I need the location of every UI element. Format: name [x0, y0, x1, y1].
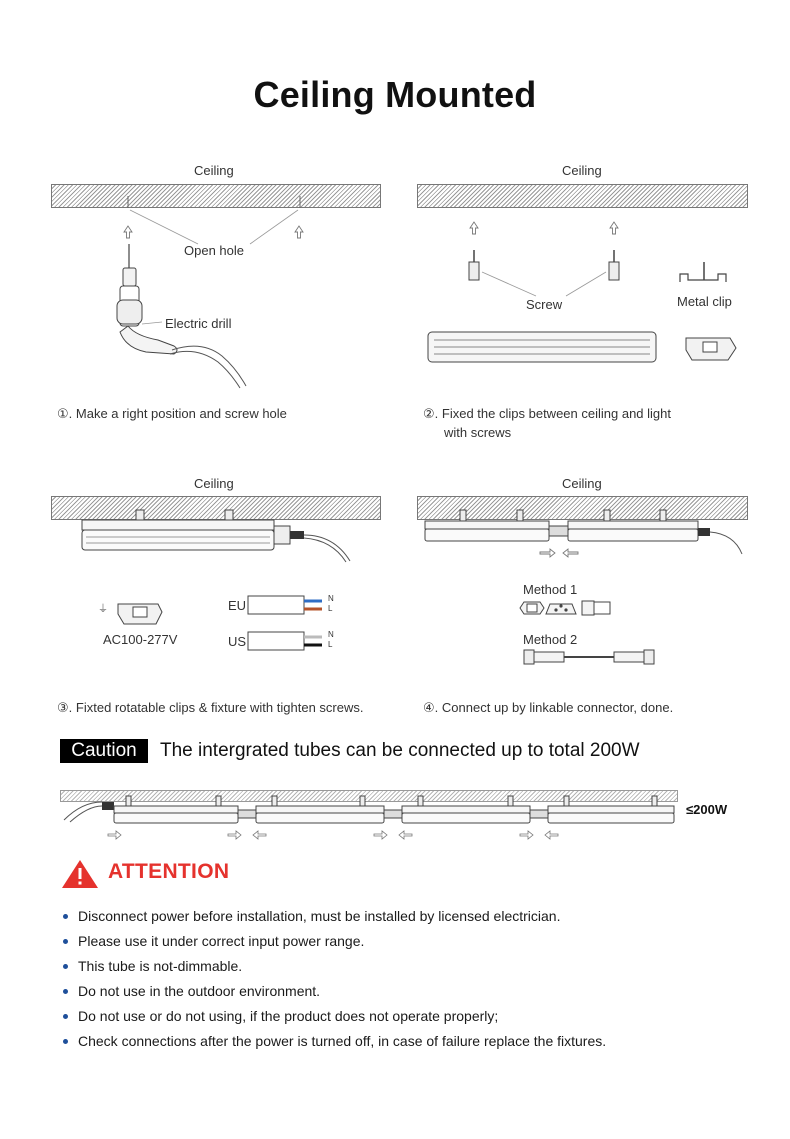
step-2-text-line2: with screws: [444, 425, 512, 440]
bullet-dot-icon: [63, 989, 68, 994]
attention-title: ATTENTION: [108, 860, 230, 883]
method-1-label: Method 1: [523, 582, 578, 597]
attention-item: [62, 904, 606, 929]
attention-item-text: Please use it under correct input power range.: [78, 933, 365, 949]
page-title: Ceiling Mounted: [253, 74, 537, 115]
svg-text:⏚: ⏚: [98, 604, 108, 615]
open-hole-label: Open hole: [184, 243, 244, 258]
step-3-ceiling-label: Ceiling: [194, 476, 234, 491]
step-3-number: ③.: [57, 700, 73, 715]
bullet-dot-icon: [63, 914, 68, 919]
step-2-ceiling-label: Ceiling: [562, 163, 602, 178]
caution-tag: Caution: [60, 739, 148, 763]
electric-drill-label: Electric drill: [165, 316, 232, 331]
bullet-dot-icon: [63, 1014, 68, 1019]
step-4-text: Connect up by linkable connector, done.: [441, 700, 674, 715]
attention-list: [62, 904, 606, 1054]
step-1-number: ①.: [57, 406, 73, 421]
metal-clip-label: Metal clip: [677, 294, 732, 309]
step-1-text: Make a right position and screw hole: [75, 406, 287, 421]
attention-item-text: Do not use or do not using, if the product does not operate properly;: [78, 1008, 499, 1024]
eu-n-label: N: [328, 594, 334, 603]
attention-item: [62, 1029, 606, 1054]
attention-item: [62, 954, 606, 979]
step-3-text: Fixted rotatable clips & fixture with tighten screws.: [75, 700, 364, 715]
us-label: US: [228, 634, 247, 649]
method-2-label: Method 2: [523, 632, 578, 647]
caution-text: The intergrated tubes can be connected up to total 200W: [160, 740, 640, 761]
attention-item: [62, 929, 606, 954]
eu-label: EU: [228, 598, 247, 613]
step-4-number: ④.: [423, 700, 439, 715]
attention-item-text: Do not use in the outdoor environment.: [78, 983, 321, 999]
step-2-text: Fixed the clips between ceiling and light: [441, 406, 671, 421]
step-2-number: ②.: [423, 406, 439, 421]
screw-label: Screw: [526, 297, 563, 312]
bullet-dot-icon: [63, 1039, 68, 1044]
attention-item-text: This tube is not-dimmable.: [78, 958, 243, 974]
us-l-label: L: [328, 640, 333, 649]
step-4-ceiling-label: Ceiling: [562, 476, 602, 491]
attention-item: [62, 1004, 606, 1029]
bullet-dot-icon: [63, 964, 68, 969]
eu-l-label: L: [328, 604, 333, 613]
attention-item: [62, 979, 606, 1004]
voltage-label: AC100-277V: [103, 632, 178, 647]
step-1-ceiling-label: Ceiling: [194, 163, 234, 178]
attention-item-text: Check connections after the power is turned off, in case of failure replace the fixtures.: [78, 1033, 607, 1049]
attention-item-text: Disconnect power before installation, must be installed by licensed electrician.: [78, 908, 561, 924]
us-n-label: N: [328, 630, 334, 639]
power-limit-label: ≤200W: [686, 802, 728, 817]
bullet-dot-icon: [63, 939, 68, 944]
